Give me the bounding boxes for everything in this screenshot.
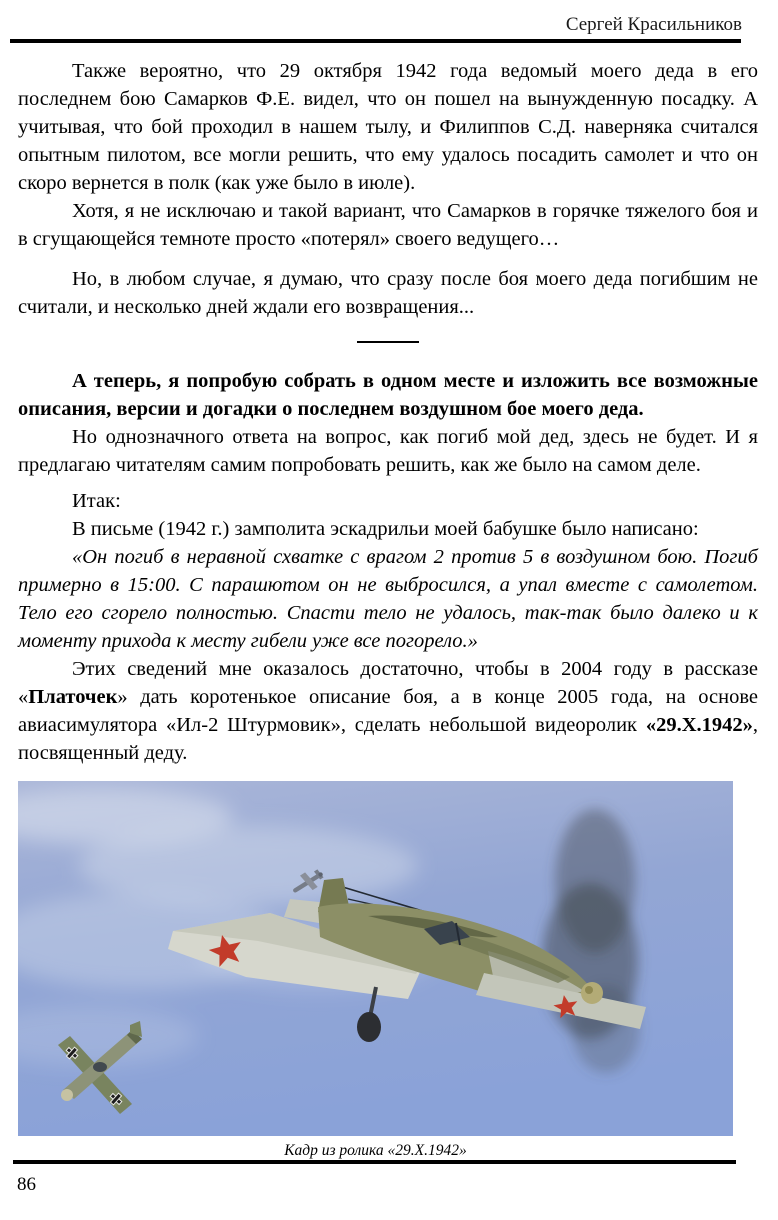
paragraph-6: Итак:	[72, 490, 121, 512]
header-rule	[10, 39, 741, 43]
paragraph-9	[18, 655, 758, 767]
p9-seg4-bold: «29.Х.1942»	[645, 714, 753, 736]
bf109-canopy	[93, 1062, 107, 1072]
p9-seg5: , посвященный деду.	[18, 714, 758, 764]
paragraph-2: Хотя, я не исключаю и такой вариант, что Самарков в горячке тяжелого боя и в сгущающейся темноте просто «потерял» своего ведущего…	[18, 200, 758, 250]
sim-screenshot	[18, 781, 733, 1136]
figure-caption: Кадр из ролика «29.Х.1942»	[284, 1142, 467, 1159]
spinner	[581, 982, 603, 1004]
p9-seg2-bold: Платочек	[28, 686, 118, 708]
paragraph-1: Также вероятно, что 29 октября 1942 года ведомый моего деда в его последнем бою Самарков Ф.Е. видел, что он пошел на вынужденную посадку. А учитывая, что бой проходил в нашем тылу, и Филиппов С.Д. наверняка считался опытным пилотом, все могли решить, что ему удалось посадить самолет и что он скоро вернется в полк (как уже было в июле).	[18, 60, 758, 194]
running-head-author: Сергей Красильников	[565, 14, 742, 35]
figure	[18, 781, 758, 1161]
page-number: 86	[17, 1174, 36, 1195]
p9-seg1: Этих сведений мне оказалось достаточно, чтобы в 2004 году в рассказе «	[18, 658, 758, 708]
paragraph-8-quote: «Он погиб в неравной схватке с врагом 2 против 5 в воздушном бою. Погиб примерно в 15:00. С парашютом он не выбросился, а упал вместе с самолетом. Тело его сгорело полностью. Спасти тело не удалось, так-так было далеко и к моменту прихода к месту гибели уже все погорело.»	[18, 546, 758, 652]
page-body	[18, 57, 758, 1161]
landing-gear-wheel	[357, 1012, 381, 1042]
section-divider	[357, 341, 419, 343]
paragraph-7: В письме (1942 г.) замполита эскадрильи моей бабушке было написано:	[72, 518, 699, 540]
paragraph-4-bold: А теперь, я попробую собрать в одном месте и изложить все возможные описания, версии и догадки о последнем воздушном бое моего деда.	[18, 370, 758, 420]
bf109-spinner	[61, 1089, 73, 1101]
footer-rule	[13, 1160, 736, 1164]
p9-seg3: » дать коротенькое описание боя, а в конце 2005 года, на основе авиасимулятора «Ил-2 Штурмовик», сделать небольшой видеоролик	[18, 686, 758, 736]
paragraph-5: Но однозначного ответа на вопрос, как погиб мой дед, здесь не будет. И я предлагаю читателям самим попробовать решить, как же было на самом деле.	[18, 426, 758, 476]
paragraph-3: Но, в любом случае, я думаю, что сразу после боя моего деда погибшим не считали, и несколько дней ждали его возвращения...	[18, 268, 758, 318]
